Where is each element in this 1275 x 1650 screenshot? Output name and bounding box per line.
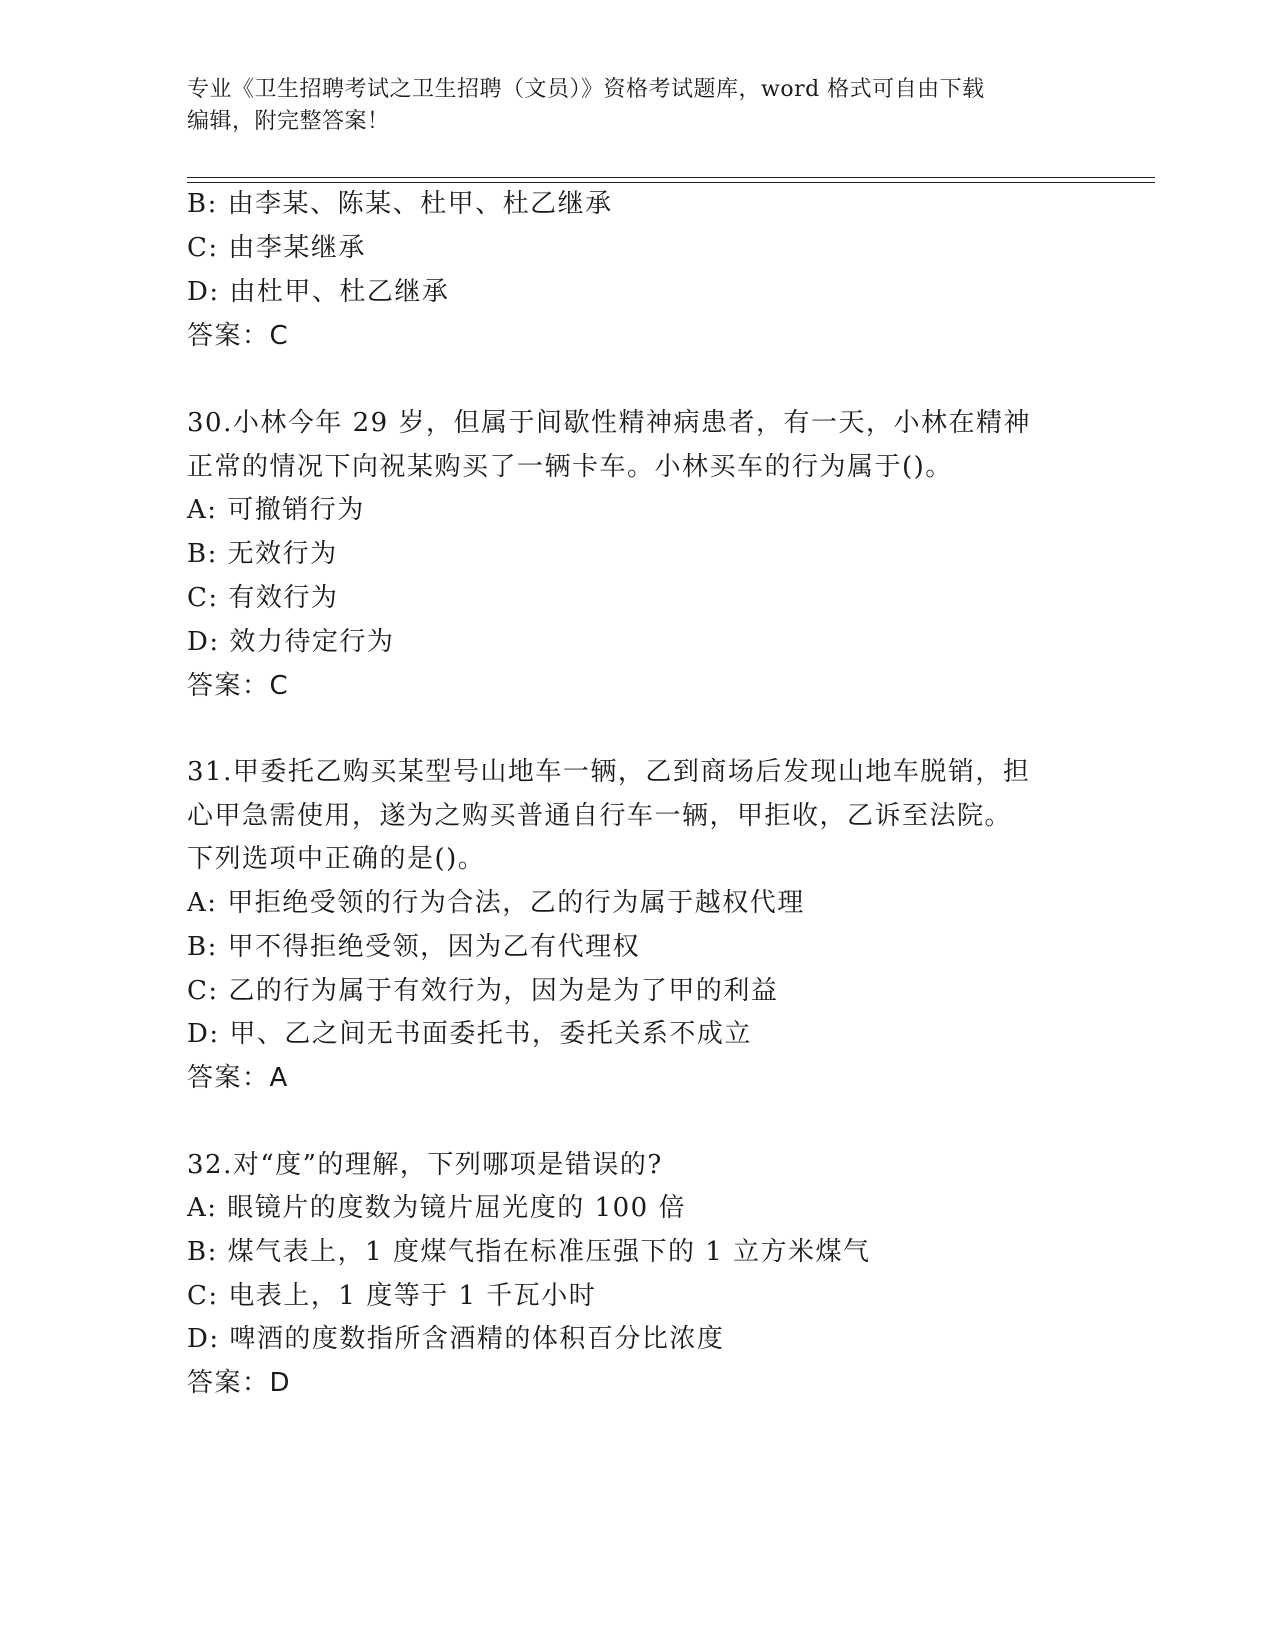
q29-option-b: B: 由李某、陈某、杜甲、杜乙继承 bbox=[187, 189, 613, 219]
q29-answer: 答案：C bbox=[187, 321, 290, 351]
q31-option-a: A: 甲拒绝受领的行为合法，乙的行为属于越权代理 bbox=[187, 888, 805, 918]
q31-stem-line-1: 31.甲委托乙购买某型号山地车一辆，乙到商场后发现山地车脱销，担 bbox=[187, 757, 1031, 787]
header-line-1: 专业《卫生招聘考试之卫生招聘（文员）》资格考试题库，word 格式可自由下载 bbox=[187, 77, 985, 102]
q32-stem-line-1: 32.对“度”的理解，下列哪项是错误的? bbox=[187, 1150, 663, 1180]
q31-answer: 答案：A bbox=[187, 1063, 289, 1093]
q30-option-a: A: 可撤销行为 bbox=[187, 495, 365, 525]
header-divider-bottom bbox=[187, 182, 1155, 183]
q31-option-c: C: 乙的行为属于有效行为，因为是为了甲的利益 bbox=[187, 976, 779, 1006]
header-line-2: 编辑，附完整答案！ bbox=[187, 109, 390, 134]
header-divider-top bbox=[187, 177, 1155, 178]
q30-answer: 答案：C bbox=[187, 671, 290, 701]
q30-option-d: D: 效力待定行为 bbox=[187, 627, 395, 657]
q31-stem-line-3: 下列选项中正确的是()。 bbox=[187, 844, 486, 874]
q32-option-a: A: 眼镜片的度数为镜片屈光度的 100 倍 bbox=[187, 1193, 686, 1223]
q30-option-c: C: 有效行为 bbox=[187, 583, 339, 613]
q29-option-d: D: 由杜甲、杜乙继承 bbox=[187, 277, 450, 307]
q32-option-c: C: 电表上，1 度等于 1 千瓦小时 bbox=[187, 1281, 597, 1311]
q32-answer: 答案：D bbox=[187, 1368, 292, 1398]
q30-option-b: B: 无效行为 bbox=[187, 539, 338, 569]
q31-option-d: D: 甲、乙之间无书面委托书，委托关系不成立 bbox=[187, 1019, 752, 1049]
q31-stem-line-2: 心甲急需使用，遂为之购买普通自行车一辆，甲拒收，乙诉至法院。 bbox=[187, 801, 1013, 831]
q30-stem-line-2: 正常的情况下向祝某购买了一辆卡车。小林买车的行为属于()。 bbox=[187, 452, 953, 482]
q31-option-b: B: 甲不得拒绝受领，因为乙有代理权 bbox=[187, 932, 641, 962]
q29-option-c: C: 由李某继承 bbox=[187, 233, 366, 263]
q32-option-b: B: 煤气表上，1 度煤气指在标准压强下的 1 立方米煤气 bbox=[187, 1237, 871, 1267]
q30-stem-line-1: 30.小林今年 29 岁，但属于间歇性精神病患者，有一天，小林在精神 bbox=[187, 408, 1031, 438]
document-header bbox=[187, 74, 1087, 138]
q32-option-d: D: 啤酒的度数指所含酒精的体积百分比浓度 bbox=[187, 1324, 725, 1354]
